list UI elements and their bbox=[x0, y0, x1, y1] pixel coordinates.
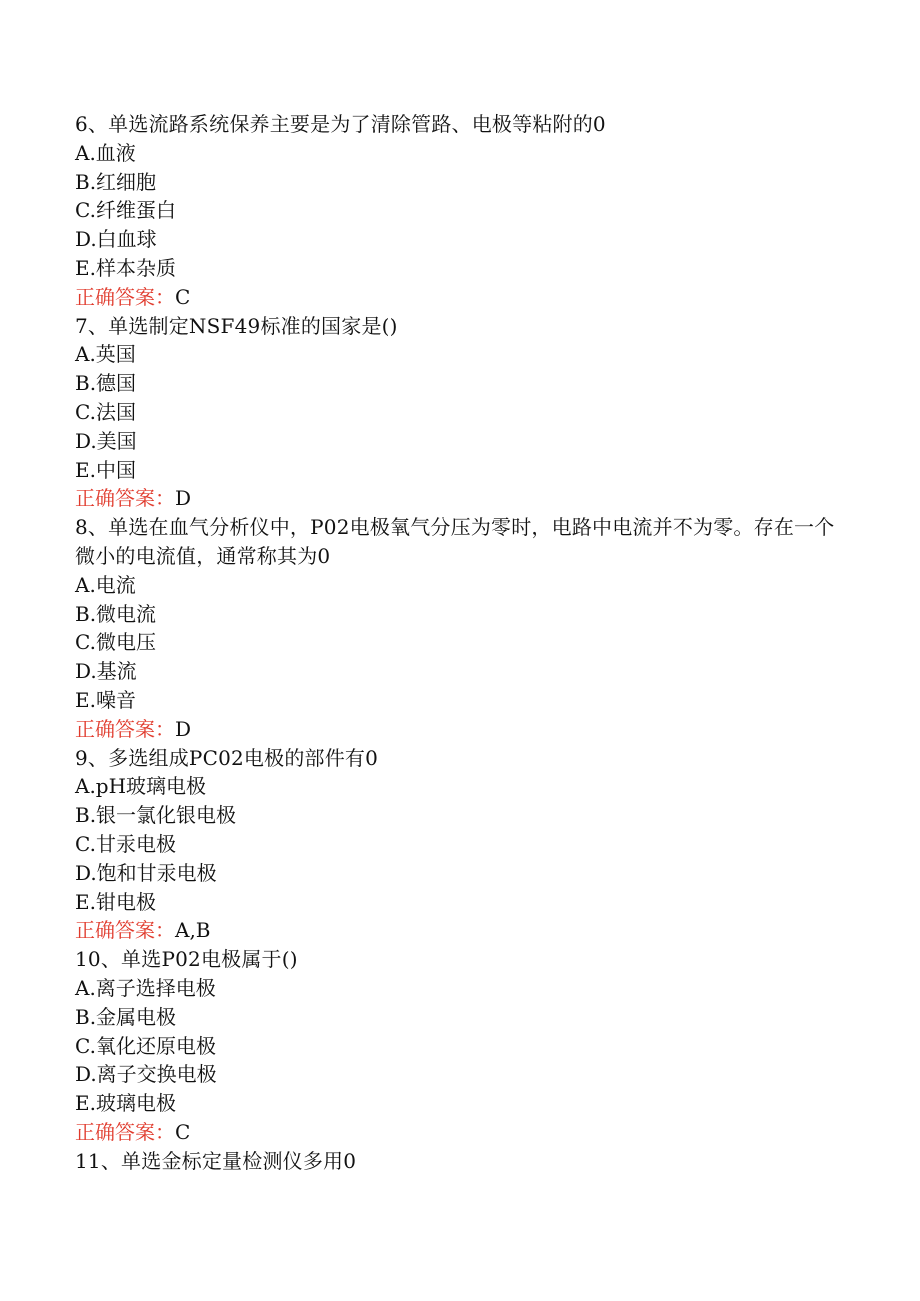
answer-value: A,B bbox=[175, 918, 211, 943]
question-block bbox=[75, 744, 835, 946]
option-a: A.血液 bbox=[75, 140, 136, 165]
option-e: E.钳电极 bbox=[75, 889, 156, 914]
answer-label: 正确答案： bbox=[75, 1119, 175, 1144]
option-c: C.微电压 bbox=[75, 630, 156, 655]
document-page bbox=[75, 110, 835, 1175]
option-b: B.金属电极 bbox=[75, 1004, 177, 1029]
correct-answer bbox=[75, 916, 835, 945]
correct-answer bbox=[75, 484, 835, 513]
question-block bbox=[75, 1147, 835, 1176]
option-e: E.噪音 bbox=[75, 687, 136, 712]
option-e: E.样本杂质 bbox=[75, 255, 176, 280]
option-c: C.甘汞电极 bbox=[75, 831, 176, 856]
option-a: A.英国 bbox=[75, 342, 136, 367]
question-text: 6、单选流路系统保养主要是为了清除管路、电极等粘附的0 bbox=[75, 112, 606, 136]
option-a: A.pH玻璃电极 bbox=[75, 774, 207, 799]
option-b: B.红细胞 bbox=[75, 169, 157, 194]
question-block bbox=[75, 110, 835, 312]
option-d: D.基流 bbox=[75, 659, 137, 684]
question-text: 7、单选制定NSF49标准的国家是() bbox=[75, 313, 398, 338]
answer-label: 正确答案： bbox=[75, 716, 175, 741]
option-e: E.玻璃电极 bbox=[75, 1091, 176, 1116]
option-b: B.微电流 bbox=[75, 601, 157, 626]
option-a: A.离子选择电极 bbox=[75, 975, 216, 1000]
answer-value: D bbox=[175, 486, 192, 511]
question-text: 8、单选在血气分析仪中，P02电极氧气分压为零时，电路中电流并不为零。存在一个微小的电流值，通常称其为0 bbox=[75, 515, 835, 568]
option-e: E.中国 bbox=[75, 457, 136, 482]
option-b: B.银一氯化银电极 bbox=[75, 803, 237, 828]
answer-label: 正确答案： bbox=[75, 486, 175, 511]
option-c: C.纤维蛋白 bbox=[75, 198, 176, 223]
question-block bbox=[75, 945, 835, 1147]
answer-value: D bbox=[175, 716, 192, 741]
correct-answer bbox=[75, 715, 835, 744]
option-c: C.氧化还原电极 bbox=[75, 1033, 216, 1058]
option-d: D.美国 bbox=[75, 428, 137, 453]
option-c: C.法国 bbox=[75, 399, 136, 424]
option-b: B.德国 bbox=[75, 371, 137, 396]
option-d: D.白血球 bbox=[75, 227, 157, 252]
answer-label: 正确答案： bbox=[75, 918, 175, 943]
correct-answer bbox=[75, 1118, 835, 1147]
option-a: A.电流 bbox=[75, 572, 136, 597]
option-d: D.饱和甘汞电极 bbox=[75, 860, 217, 885]
answer-label: 正确答案： bbox=[75, 284, 175, 309]
question-block bbox=[75, 312, 835, 514]
answer-value: C bbox=[175, 1119, 191, 1144]
question-text: 11、单选金标定量检测仪多用0 bbox=[75, 1148, 357, 1173]
correct-answer bbox=[75, 283, 835, 312]
answer-value: C bbox=[175, 284, 191, 309]
question-block bbox=[75, 513, 835, 743]
question-text: 9、多选组成PC02电极的部件有0 bbox=[75, 745, 379, 770]
question-text: 10、单选P02电极属于() bbox=[75, 947, 298, 972]
option-d: D.离子交换电极 bbox=[75, 1062, 217, 1087]
